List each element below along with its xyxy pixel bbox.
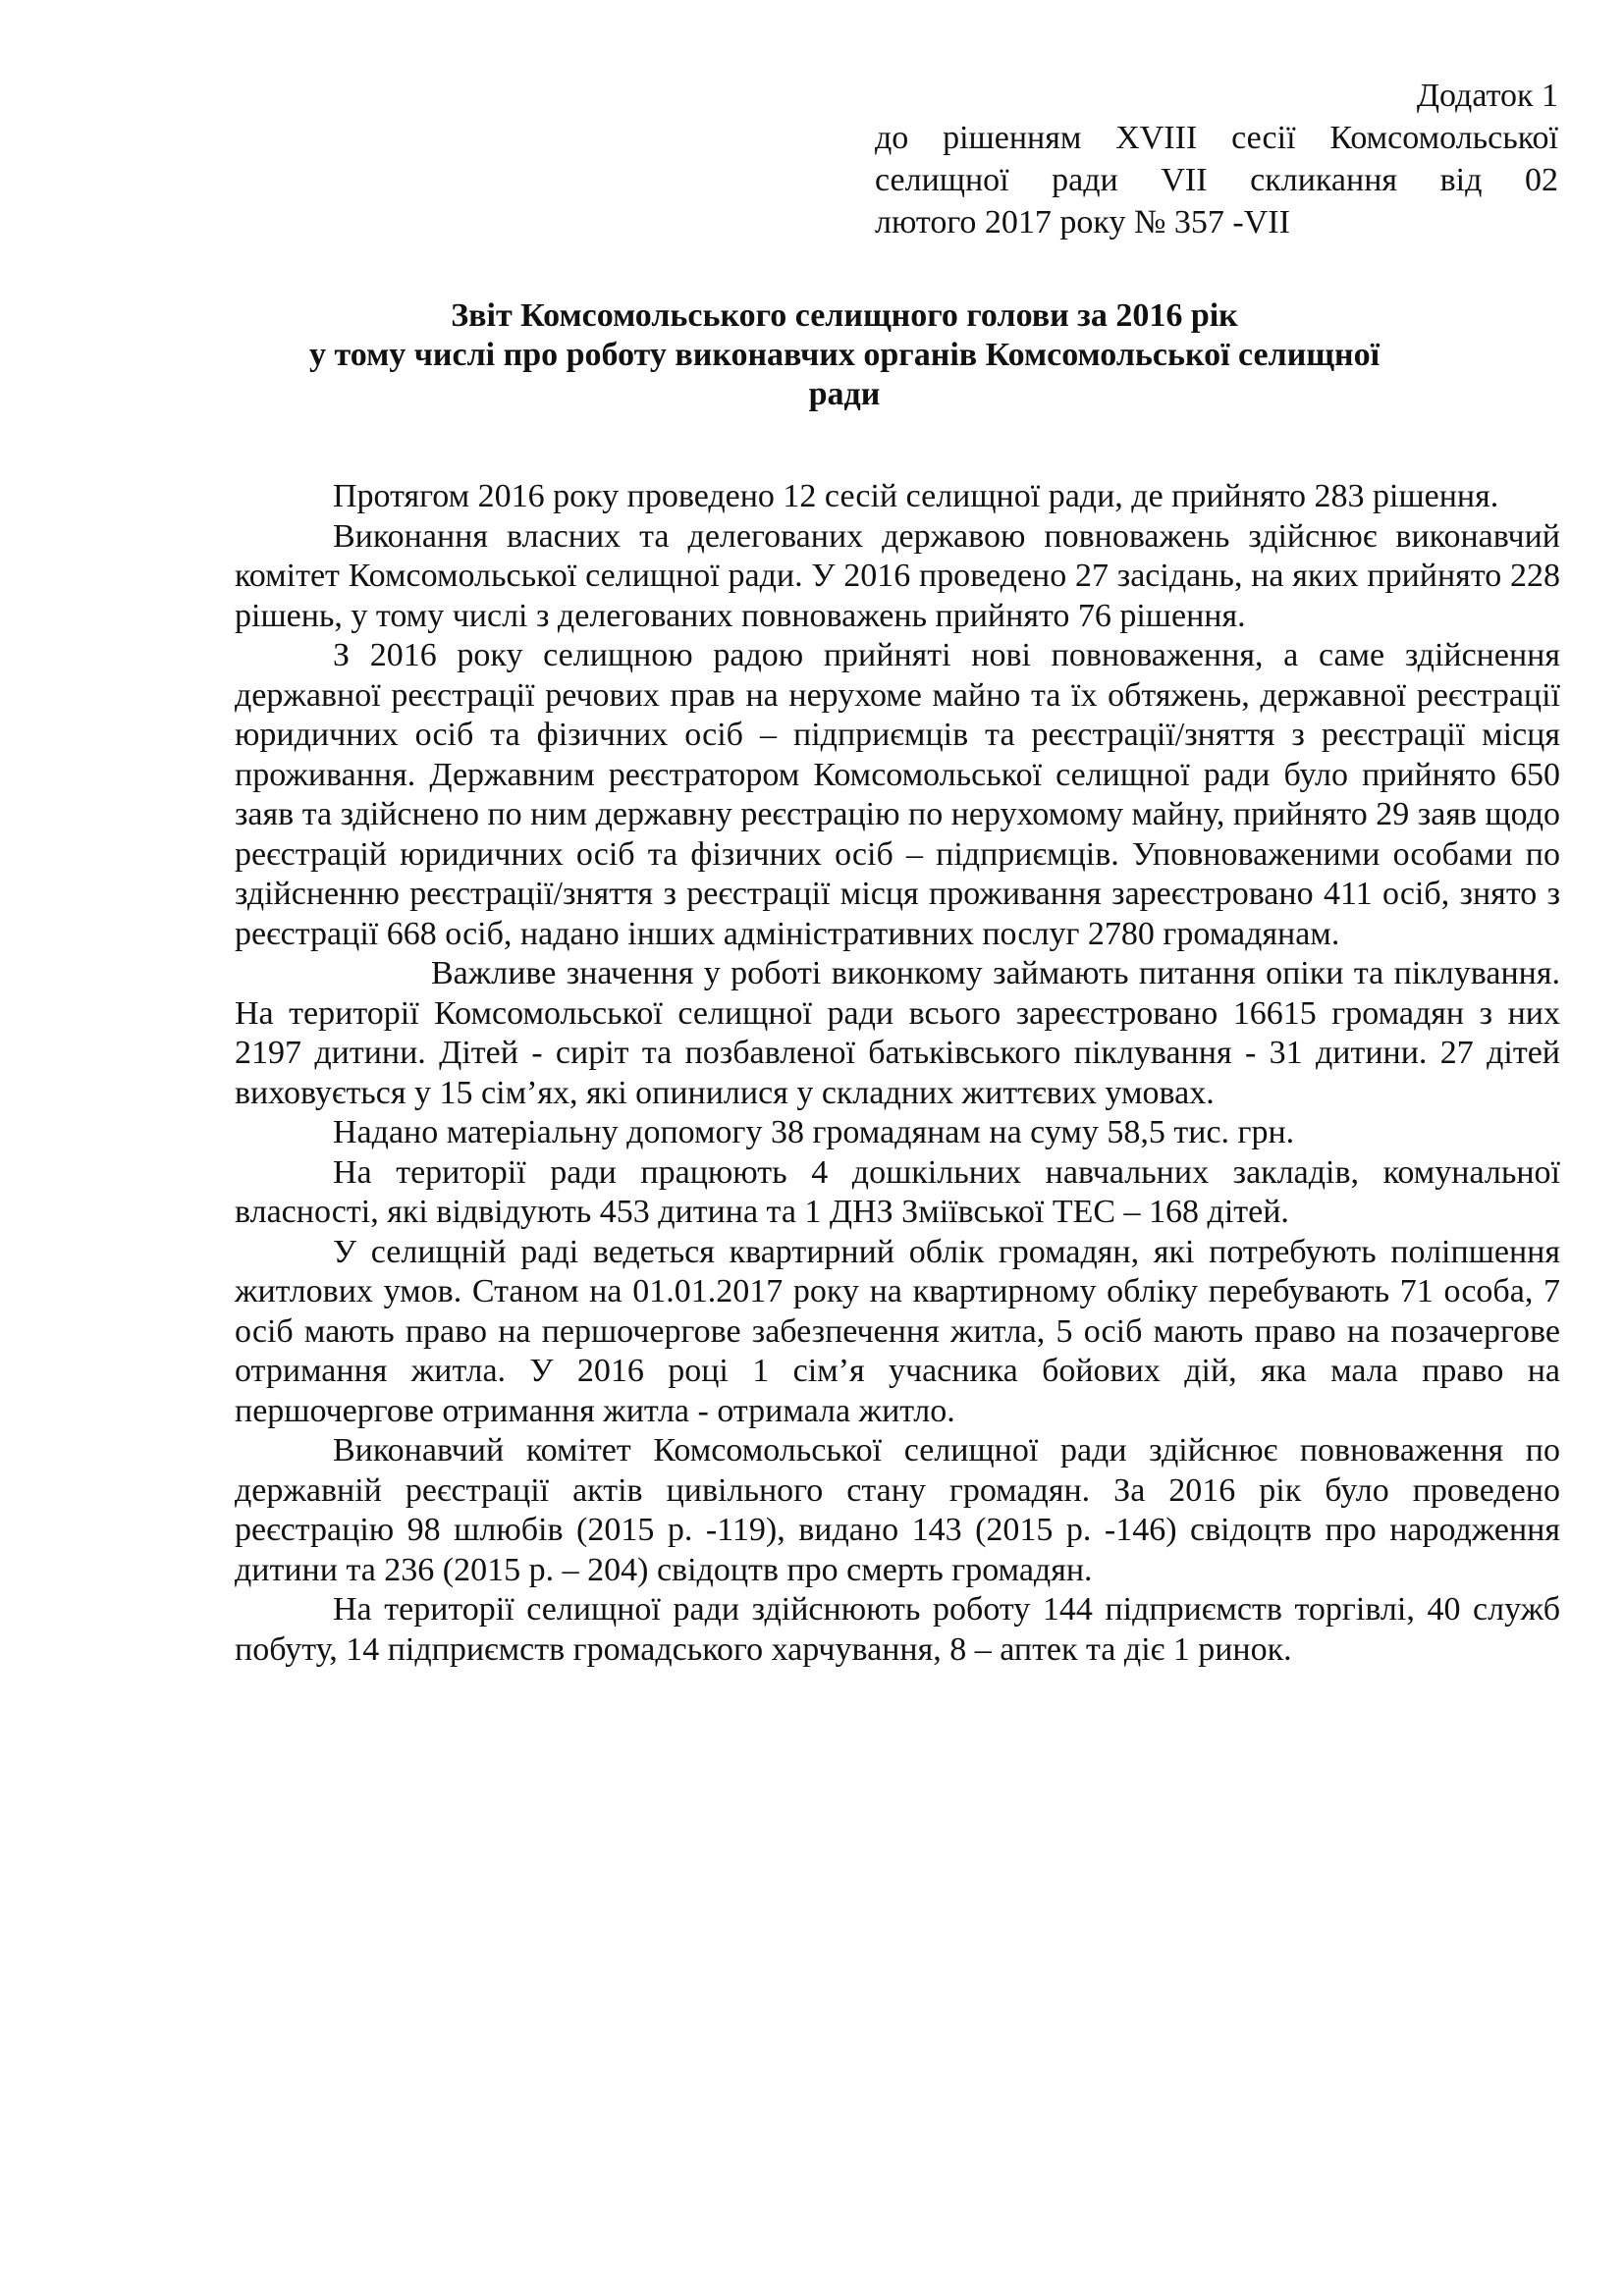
appendix-note (875, 75, 1558, 243)
paragraph-civil-registry: Виконавчий комітет Комсомольської селищної ради здійснює повноваження по державній реєстрації актів цивільного стану громадян. За 2016 рік було проведено реєстрацію 98 шлюбів (2015 р. -119), видано 143 (2015 р. -146) свідоцтв про народження дитини та 236 (2015 р. – 204) свідоцтв про смерть громадян. (235, 1432, 1560, 1588)
paragraph-businesses: На території селищної ради здійснюють роботу 144 підприємств торгівлі, 40 служб побуту, 14 підприємств громадського харчування, 8 – аптек та діє 1 ринок. (235, 1591, 1560, 1668)
appendix-council-line: селищної ради VII скликання від 02 (875, 162, 1558, 198)
report-title (196, 296, 1492, 414)
paragraph-material-aid: Надано матеріальну допомогу 38 громадянам на суму 58,5 тис. грн. (333, 1114, 1295, 1150)
report-body (235, 477, 1560, 1670)
appendix-number: Додаток 1 (1416, 78, 1558, 114)
appendix-date-line: лютого 2017 року № 357 -VII (875, 204, 1290, 240)
paragraph-sessions: Протягом 2016 року проведено 12 сесій селищної ради, де прийнято 283 рішення. (333, 478, 1499, 514)
paragraph-housing: У селищній раді ведеться квартирний облік громадян, які потребують поліпшення житлових умов. Станом на 01.01.2017 року на квартирному обліку перебувають 71 особа, 7 осіб мають право на першочергове забезпечення житла, 5 осіб мають право на позачергове отримання житла. У 2016 році 1 сім’я учасника бойових дій, яка мала право на першочергове отримання житла - отримала житло. (235, 1233, 1560, 1429)
report-title-line-3: ради (808, 376, 881, 412)
paragraph-registration-powers: З 2016 року селищною радою прийняті нові повноваження, а саме здійснення державної реєстрації речових прав на нерухоме майно та їх обтяжень, державної реєстрації юридичних осіб та фізичних осіб – підприємців та реєстрації/зняття з реєстрації місця проживання. Державним реєстратором Комсомольської селищної ради було прийнято 650 заяв та здійснено по ним державну реєстрацію по нерухомому майну, прийнято 29 заяв щодо реєстрацій юридичних осіб та фізичних осіб – підприємців. Уповноваженими особами по здійсненню реєстрації/зняття з реєстрації місця проживання зареєстровано 411 осіб, знято з реєстрації 668 осіб, надано інших адміністративних послуг 2780 громадянам. (235, 637, 1560, 952)
paragraph-guardianship: Важливе значення у роботі виконкому займають питання опіки та піклування. На території Комсомольської селищної ради всього зареєстровано 16615 громадян з них 2197 дитини. Дітей - сиріт та позбавленої батьківського піклування - 31 дитини. 27 дітей виховується у 15 сім’ях, які опинилися у складних життєвих умовах. (235, 955, 1560, 1111)
paragraph-preschools: На території ради працюють 4 дошкільних навчальних закладів, комунальної власності, які відвідують 453 дитина та 1 ДНЗ Зміївської ТЕС – 168 дітей. (235, 1153, 1560, 1230)
report-title-line-1: Звіт Комсомольського селищного голови за 2016 рік (451, 297, 1238, 334)
appendix-decision-line: до рішенням XVIII сесії Комсомольської (875, 120, 1558, 156)
paragraph-executive-committee: Виконання власних та делегованих державою повноважень здійснює виконавчий комітет Комсомольської селищної ради. У 2016 проведено 27 засідань, на яких прийнято 228 рішень, у тому числі з делегованих повноважень прийнято 76 рішення. (235, 517, 1560, 634)
report-title-line-2: у тому числі про роботу виконавчих органів Комсомольської селищної (308, 337, 1380, 373)
